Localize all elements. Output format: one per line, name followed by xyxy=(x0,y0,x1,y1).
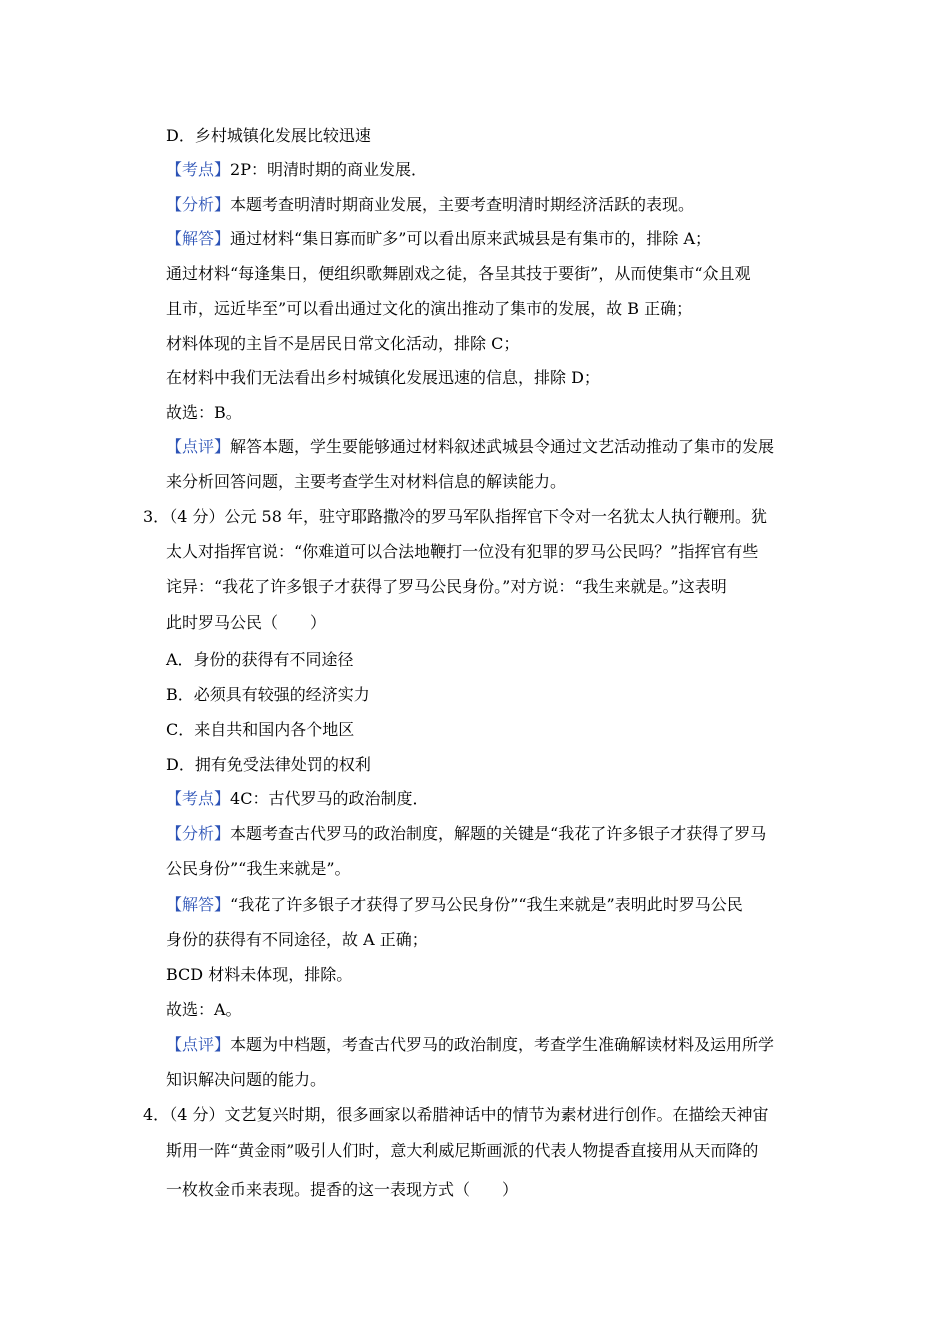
q4-stem-line: 斯用一阵“黄金雨”吸引人们时，意大利威尼斯画派的代表人物提香直接用从天而降的 xyxy=(166,1141,759,1160)
q3-jieda-line: “我花了许多银子才获得了罗马公民身份”“我生来就是”表明此时罗马公民 xyxy=(230,895,743,914)
q3-stem-line: 诧异：“我花了许多银子才获得了罗马公民身份。”对方说：“我生来就是。”这表明 xyxy=(166,577,727,596)
q2-jieda-line: 故选：B。 xyxy=(166,403,242,422)
q3-fenxi-line: 本题考查古代罗马的政治制度，解题的关键是“我花了许多银子才获得了罗马 xyxy=(230,824,767,843)
q2-kaodian-text: 2P：明清时期的商业发展． xyxy=(230,160,427,179)
fenxi-tag: 【分析】 xyxy=(166,195,231,214)
q3-kaodian xyxy=(166,788,428,810)
q3-jieda-line: 身份的获得有不同途径，故 A 正确； xyxy=(166,930,428,949)
dianping-tag: 【点评】 xyxy=(166,1035,231,1054)
q2-dianping-line: 解答本题，学生要能够通过材料叙述武城县令通过文艺活动推动了集市的发展 xyxy=(230,437,775,456)
q2-jieda-line: 材料体现的主旨不是居民日常文化活动，排除 C； xyxy=(166,334,520,353)
q2-jieda xyxy=(166,228,711,250)
q2-jieda-line: 且市，远近毕至”可以看出通过文化的演出推动了集市的发展，故 B 正确； xyxy=(166,299,693,318)
q2-jieda-line: 通过材料“集日寡而旷多”可以看出原来武城县是有集市的，排除 A； xyxy=(230,229,712,248)
q4-stem xyxy=(143,1104,768,1126)
q3-number: 3． xyxy=(143,507,170,526)
q3-jieda-line: BCD 材料未体现，排除。 xyxy=(166,965,353,984)
jieda-tag: 【解答】 xyxy=(166,895,231,914)
q3-stem-line: （4 分）公元 58 年，驻守耶路撒冷的罗马军队指挥官下令对一名犹太人执行鞭刑。犹 xyxy=(169,507,767,526)
q3-kaodian-text: 4C：古代罗马的政治制度． xyxy=(230,789,429,808)
kaodian-tag: 【考点】 xyxy=(166,789,231,808)
kaodian-tag: 【考点】 xyxy=(166,160,231,179)
q3-stem xyxy=(143,506,767,528)
q2-dianping-line: 来分析回答问题，主要考查学生对材料信息的解读能力。 xyxy=(166,472,567,491)
q3-option-c: C．来自共和国内各个地区 xyxy=(166,720,355,739)
q3-option-d: D．拥有免受法律处罚的权利 xyxy=(166,755,371,774)
q3-jieda-line: 故选：A。 xyxy=(166,1000,242,1019)
q3-dianping-line: 本题为中档题，考查古代罗马的政治制度，考查学生准确解读材料及运用所学 xyxy=(230,1035,775,1054)
q4-number: 4． xyxy=(143,1105,170,1124)
fenxi-tag: 【分析】 xyxy=(166,824,231,843)
q3-dianping-line: 知识解决问题的能力。 xyxy=(166,1070,327,1089)
q2-fenxi xyxy=(166,194,694,216)
q3-stem-line: 此时罗马公民（ ） xyxy=(166,613,327,632)
q3-fenxi xyxy=(166,823,766,845)
q2-dianping xyxy=(166,436,774,458)
q3-fenxi-line: 公民身份”“我生来就是”。 xyxy=(166,859,351,878)
q3-dianping xyxy=(166,1034,774,1056)
q2-jieda-line: 在材料中我们无法看出乡村城镇化发展迅速的信息，排除 D； xyxy=(166,368,600,387)
jieda-tag: 【解答】 xyxy=(166,229,231,248)
q3-stem-line: 太人对指挥官说：“你难道可以合法地鞭打一位没有犯罪的罗马公民吗？”指挥官有些 xyxy=(166,542,759,561)
q2-kaodian xyxy=(166,159,427,181)
dianping-tag: 【点评】 xyxy=(166,437,231,456)
q2-jieda-line: 通过材料“每逢集日，便组织歌舞剧戏之徒，各呈其技于要街”，从而使集市“众且观 xyxy=(166,264,751,283)
q4-stem-line: 一枚枚金币来表现。提香的这一表现方式（ ） xyxy=(166,1180,519,1199)
q4-stem-line: （4 分）文艺复兴时期，很多画家以希腊神话中的情节为素材进行创作。在描绘天神宙 xyxy=(169,1105,769,1124)
q2-option-d: D．乡村城镇化发展比较迅速 xyxy=(166,126,371,145)
q2-fenxi-text: 本题考查明清时期商业发展，主要考查明清时期经济活跃的表现。 xyxy=(230,195,695,214)
q3-option-b: B．必须具有较强的经济实力 xyxy=(166,685,370,704)
q3-jieda xyxy=(166,894,743,916)
q3-option-a: A．身份的获得有不同途径 xyxy=(166,650,354,669)
